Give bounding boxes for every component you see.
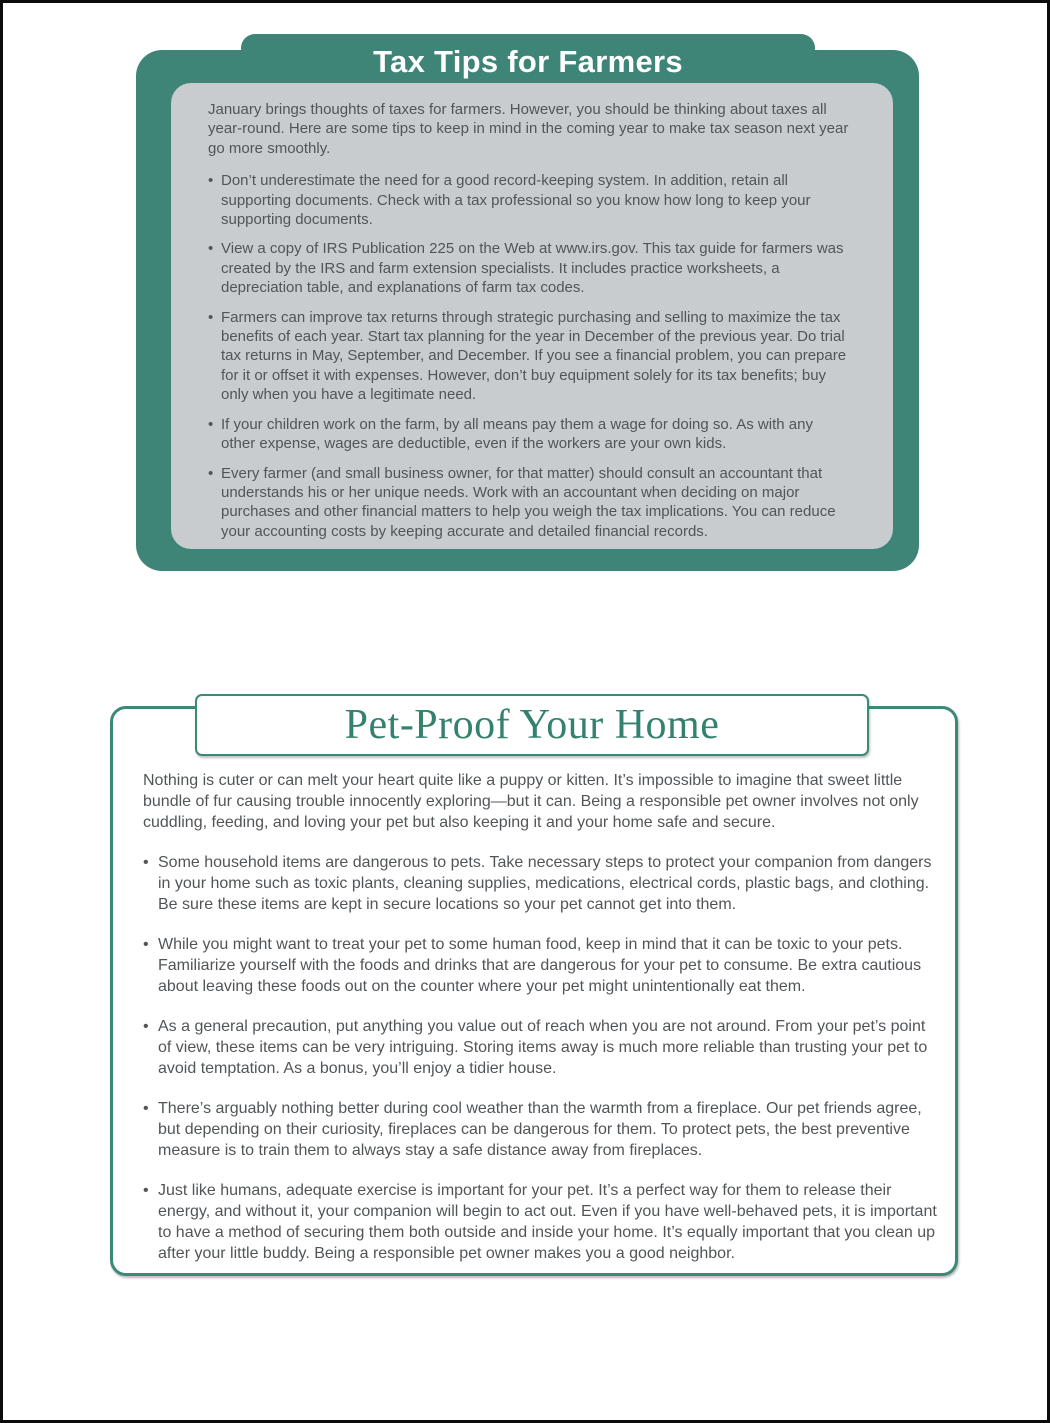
tax-intro-paragraph: January brings thoughts of taxes for farmers. However, you should be thinking about taxes all year-round. Here are some tips to keep in mind in the coming year to make tax season next year go more smoothly. <box>208 101 849 157</box>
tax-bullet-item-3: • Farmers can improve tax returns through strategic purchasing and selling to maximize the tax benefits of each year. Start tax planning for the year in December of the previous year. Do trial tax returns in May, September, and December. If you see a financial problem, you can prepare for it or offset it with expenses. However, don’t buy equipment solely for its tax benefits; buy only when you have a legitimate need. <box>208 308 851 405</box>
tax-card-body <box>171 83 893 549</box>
pet-bullet-item-5: • Just like humans, adequate exercise is important for your pet. It’s a perfect way for them to release their energy, and without it, your companion will begin to act out. Even if you have well-behaved pets, it is important to have a method of securing them both outside and inside your home. It’s equally important that you clean up after your little buddy. Being a responsible pet owner makes you a good neighbor. <box>143 1180 943 1264</box>
tax-bullet-list <box>208 171 851 541</box>
tax-bullet-item-5: • Every farmer (and small business owner, for that matter) should consult an accountant that understands his or her unique needs. Work with an accountant when deciding on major purchases and other financial matters to help you weigh the tax implications. You can reduce your accounting costs by keeping accurate and detailed financial records. <box>208 464 851 542</box>
pet-bullet-item-4: • There’s arguably nothing better during cool weather than the warmth from a fireplace. Our pet friends agree, but depending on their curiosity, fireplaces can be dangerous for them. To protect pets, the best preventive measure is to train them to always stay a safe distance away from fireplaces. <box>143 1098 943 1161</box>
pet-bullet-item-1: • Some household items are dangerous to pets. Take necessary steps to protect your companion from dangers in your home such as toxic plants, cleaning supplies, medications, electrical cords, plastic bags, and clothing. Be sure these items are kept in secure locations so your pet cannot get into them. <box>143 852 943 915</box>
tax-card-title-banner <box>241 34 815 89</box>
tax-bullet-item-4: • If your children work on the farm, by all means pay them a wage for doing so. As with any other expense, wages are deductible, even if the workers are your own kids. <box>208 415 851 454</box>
pet-proof-card <box>110 701 958 1276</box>
tax-tips-card <box>136 43 919 571</box>
pet-card-title: Pet-Proof Your Home <box>344 701 720 748</box>
pet-bullet-item-2: • While you might want to treat your pet to some human food, keep in mind that it can be toxic to your pets. Familiarize yourself with the foods and drinks that are dangerous for your pet to consume. Be extra cautious about leaving these foods out on the counter where your pet might unintentionally eat them. <box>143 934 943 997</box>
tax-bullet-item-1: • Don’t underestimate the need for a good record-keeping system. In addition, retain all supporting documents. Check with a tax professional so you know how long to keep your supporting documents. <box>208 171 851 229</box>
tax-card-title: Tax Tips for Farmers <box>373 43 683 79</box>
tax-bullet-item-2: • View a copy of IRS Publication 225 on the Web at www.irs.gov. This tax guide for farmers was created by the IRS and farm extension specialists. It includes practice worksheets, a depreciation table, and explanations of farm tax codes. <box>208 239 851 297</box>
pet-bullet-list <box>143 852 943 1264</box>
pet-card-title-box <box>195 694 869 756</box>
pet-intro-paragraph: Nothing is cuter or can melt your heart quite like a puppy or kitten. It’s impossible to imagine that sweet little bundle of fur causing trouble innocently exploring—but it can. Being a responsible pet owner involves not only cuddling, feeding, and loving your pet but also keeping it and your home safe and secure. <box>143 772 919 831</box>
pet-bullet-item-3: • As a general precaution, put anything you value out of reach when you are not around. From your pet’s point of view, these items can be very intriguing. Storing items away is much more reliable than trusting your pet to avoid temptation. As a bonus, you’ll enjoy a tidier house. <box>143 1016 943 1079</box>
